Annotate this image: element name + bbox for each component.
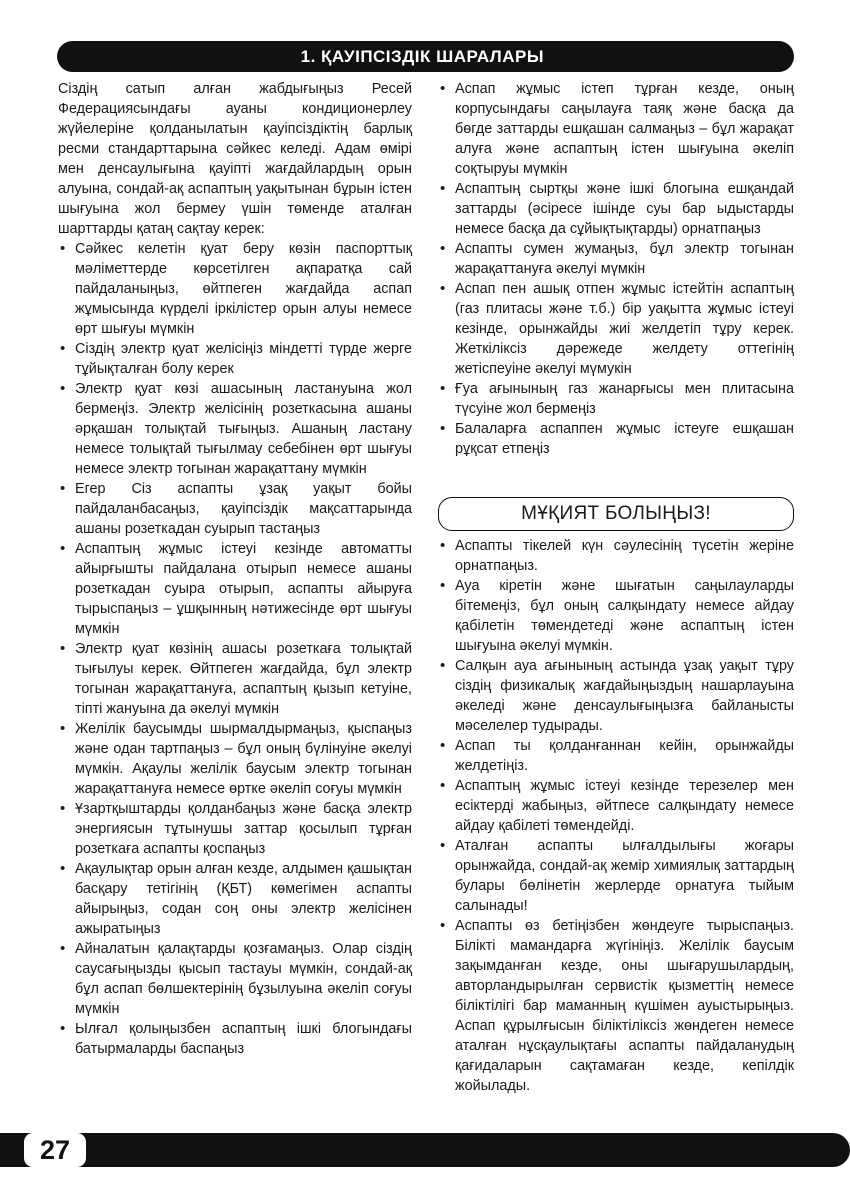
list-item: • Ұзартқыштарды қолданбаңыз және басқа электр энергиясын тұтынушы заттар қосылып тұрған розеткаға аспапты қоспаңыз	[58, 799, 412, 859]
list-item: • Аспаптың сыртқы және ішкі блогына ешқандай заттарды (әсіресе ішінде суы бар ыдыстарды немесе басқа да сұйықтықтарды) орнатпаңыз	[438, 179, 794, 239]
list-item: • Ақаулықтар орын алған кезде, алдымен қашықтан басқару тетігінің (ҚБТ) көмегімен аспапты айырыңыз, содан соң оны электр желісінен ажыратыңыз	[58, 859, 412, 939]
section-header-bar	[57, 41, 794, 72]
page-number-box	[24, 1133, 86, 1167]
list-item: • Аспаптың жұмыс істеуі кезінде автоматты айырғышты пайдалана отырып немесе ашаны розеткадан суыра отырып, аспапты айыруға тырыспаңыз – ұшқынның нәтижесінде өрт шығуы мүмкін	[58, 539, 412, 639]
list-item: • Айналатын қалақтарды қозғамаңыз. Олар сіздің саусағыңызды қысып тастауы мүмкін, сондай-ақ бұл аспап бөлшектерінің бұзылуына әкеліп соғуы мүмкін	[58, 939, 412, 1019]
left-column	[58, 79, 412, 1059]
list-item: • Аспапты тікелей күн сәулесінің түсетін жеріне орнатпаңыз.	[438, 536, 794, 576]
list-item: • Ауа кіретін және шығатын саңылауларды бітемеңіз, бұл оның салқындату немесе айдау қабілетін төмендетеді және аспаптың істен шығуына әкелуі мүмкін.	[438, 576, 794, 656]
section-title: 1. ҚАУІПСІЗДІК ШАРАЛАРЫ	[300, 46, 544, 66]
list-item: • Сәйкес келетін қуат беру көзін паспорттық мәліметтерде көрсетілген ақпаратқа сай пайдаланыңыз, өйтпеген жағдайда аспап жұмысында күрделі іркілістер орын алуы немесе өрт шығуы мүмкін	[58, 239, 412, 339]
list-item: • Ғуа ағынының газ жанарғысы мен плитасына түсуіне жол бермеңіз	[438, 379, 794, 419]
list-item: • Электр қуат көзі ашасының ластануына жол бермеңіз. Электр желісінің розеткасына ашаны әрқашан толықтай тығыңыз. Ашаның ластану немесе толықтай тығылмау себебінен өрт шығуы немесе электр тогынан жарақаттану мүмкін	[58, 379, 412, 479]
notice-box	[438, 497, 794, 531]
list-item: • Ылғал қолыңызбен аспаптың ішкі блогындағы батырмаларды баспаңыз	[58, 1019, 412, 1059]
intro-paragraph: Сіздің сатып алған жабдығыңыз Ресей Федерациясындағы ауаны кондиционерлеу жүйелеріне қолданылатын қауіпсіздіктің барлық ресми стандарттарына сәйкес келеді. Адам өмірі мен денсаулығына қауіпті жағдайлардың орын алуына, сондай-ақ аспаптың уақытынан бұрын істен шығуына жол бермеу үшін төменде аталған шарттарды қатаң сақтау керек:	[58, 81, 412, 237]
list-item: • Аспап пен ашық отпен жұмыс істейтін аспаптың (газ плитасы және т.б.) бір уақытта жұмыс істеуі кезінде, орынжайды жиі желдетіп тұру керек. Жеткіліксіз дәрежеде желдету оттегінің жетіспеуіне әкелуі мүмукін	[438, 279, 794, 379]
list-item: • Салқын ауа ағынының астында ұзақ уақыт тұру сіздің физикалық жағдайыңыздың нашарлауына әкеледі және денсаулығыңызға байланысты мәселелер тудырады.	[438, 656, 794, 736]
notice-title: МҰҚИЯТ БОЛЫҢЫЗ!	[521, 503, 711, 524]
safety-list-right	[438, 79, 794, 459]
list-item: • Желілік баусымды шырмалдырмаңыз, қыспаңыз және одан тартпаңыз – бұл оның бүлінуіне әкелуі мүмкін. Ақаулы желілік баусым электр тогынан жарақаттануға немесе өртке әкеліп соғуы мүмкін	[58, 719, 412, 799]
list-item: • Егер Сіз аспапты ұзақ уақыт бойы пайдаланбасаңыз, қауіпсіздік мақсаттарында ашаны розеткадан суырып тастаңыз	[58, 479, 412, 539]
footer-bar	[0, 1133, 850, 1167]
list-item: • Аспапты сумен жумаңыз, бұл электр тогынан жарақаттануға әкелуі мүмкін	[438, 239, 794, 279]
list-item: • Аспап ты қолданғаннан кейін, орынжайды желдетіңіз.	[438, 736, 794, 776]
list-item: • Сіздің электр қуат желісіңіз міндетті түрде жерге тұйықталған болу керек	[58, 339, 412, 379]
list-item: • Аталған аспапты ылғалдылығы жоғары орынжайда, сондай-ақ жемір химиялық заттардың булары бөлінетін жерлерде орнатуға тыйым салынады!	[438, 836, 794, 916]
list-item: • Балаларға аспаппен жұмыс істеуге ешқашан рұқсат етпеңіз	[438, 419, 794, 459]
list-item: • Аспап жұмыс істеп тұрған кезде, оның корпусындағы саңылауға таяқ және басқа да бөгде заттарды ешқашан салмаңыз – бұл жарақат алуға және аспаптың істен шығуына әкеліп соқтыруы мүмкін	[438, 79, 794, 179]
safety-list-left	[58, 239, 412, 1059]
page-number: 27	[39, 1134, 71, 1165]
list-item: • Аспаптың жұмыс істеуі кезінде терезелер мен есіктерді жабыңыз, әйтпесе салқындату немесе айдау қабілеті төмендейді.	[438, 776, 794, 836]
notice-list	[438, 536, 794, 1096]
list-item: • Электр қуат көзінің ашасы розеткаға толықтай тығылуы керек. Өйтпеген жағдайда, бұл электр тогынан жарақаттануға, аспаптың қызып кетуіне, тіпті жануына да әкелуі мүмкін	[58, 639, 412, 719]
right-column	[438, 79, 794, 1096]
list-item: • Аспапты өз бетіңізбен жөндеуге тырыспаңыз. Білікті мамандарға жүгініңіз. Желілік баусым зақымданған кезде, оны шығарушылардың, авторландырылған сервистік қызметтің немесе біліктілігі бар маманның күшімен ауыстырыңыз. Аспап құрылғысын біліктіліксіз жөндеген немесе аталған нұсқаулықтағы аспапты пайдаланудың қағидаларын сақтамаған кезде, кепілдік жойылады.	[438, 916, 794, 1096]
